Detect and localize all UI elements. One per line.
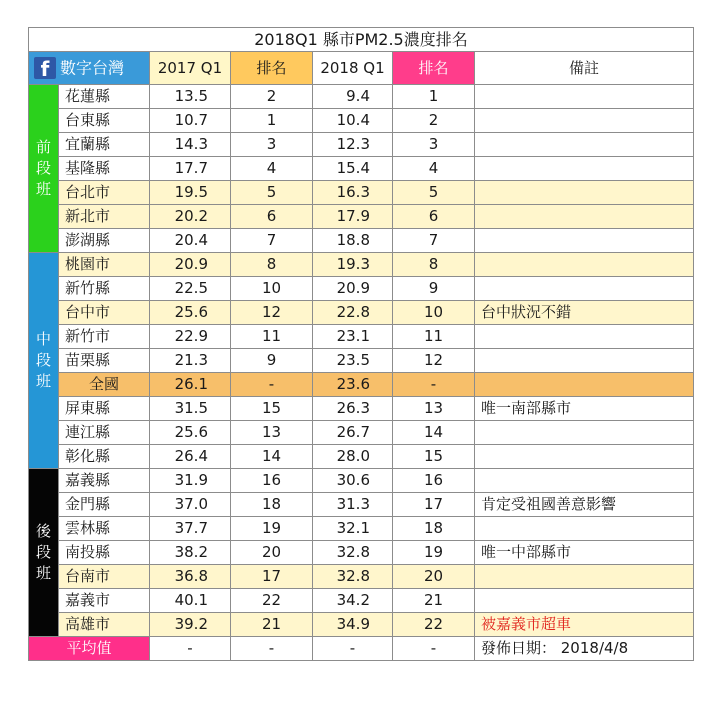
county-cell: 花蓮縣 [59,85,150,109]
table-row [29,349,694,373]
value-2017-cell: 37.0 [150,493,231,517]
facebook-icon: f [34,57,56,79]
pm25-ranking-table [28,27,694,661]
value-2017-cell: 17.7 [150,157,231,181]
group-label-middle [29,253,59,469]
rank-2017-cell: 19 [231,517,313,541]
rank-2018-cell: 12 [393,349,475,373]
table-row [29,493,694,517]
table-body [29,85,694,637]
county-cell: 彰化縣 [59,445,150,469]
publish-date: 發佈日期： 2018/4/8 [475,637,694,661]
note-cell: 唯一中部縣市 [475,541,694,565]
table-row [29,565,694,589]
table-row [29,229,694,253]
table-row [29,421,694,445]
group-char: 段 [35,351,51,369]
value-2018-cell: 17.9 [313,205,393,229]
note-cell [475,253,694,277]
group-char: 後 [35,522,51,540]
rank-2017-cell: 21 [231,613,313,637]
group-char: 段 [35,543,51,561]
value-2017-cell: 36.8 [150,565,231,589]
rank-2018-cell: 2 [393,109,475,133]
brand-name: 數字台灣 [60,58,125,78]
rank-2018-cell: 1 [393,85,475,109]
value-2018-cell: 32.8 [313,565,393,589]
group-char: 段 [35,159,51,177]
value-2017-cell: 20.4 [150,229,231,253]
rank-2017-cell: 4 [231,157,313,181]
rank-2018-cell: 19 [393,541,475,565]
table-row [29,301,694,325]
value-2018-cell: 26.7 [313,421,393,445]
rank-2018-cell: 22 [393,613,475,637]
table-row [29,445,694,469]
rank-2017-cell: 20 [231,541,313,565]
note-cell [475,205,694,229]
rank-2017-cell: 16 [231,469,313,493]
table-title: 2018Q1 縣市PM2.5濃度排名 [29,28,694,52]
rank-2017-cell: - [231,373,313,397]
note-cell [475,469,694,493]
note-cell [475,181,694,205]
county-cell: 高雄市 [59,613,150,637]
rank-2018-cell: 21 [393,589,475,613]
note-cell [475,157,694,181]
rank-2018-cell: 8 [393,253,475,277]
rank-2018-cell: 3 [393,133,475,157]
note-cell [475,349,694,373]
rank-2018-cell: 10 [393,301,475,325]
rank-2017-cell: 2 [231,85,313,109]
value-2017-cell: 26.4 [150,445,231,469]
table-row [29,253,694,277]
group-char: 班 [35,180,51,198]
rank-2018-cell: 7 [393,229,475,253]
note-cell: 肯定受祖國善意影響 [475,493,694,517]
county-cell: 連江縣 [59,421,150,445]
county-cell: 新竹市 [59,325,150,349]
value-2017-cell: 40.1 [150,589,231,613]
rank-2018-cell: 17 [393,493,475,517]
header-rank-2018: 排名 [393,52,475,85]
rank-2018-cell: - [393,373,475,397]
rank-2017-cell: 8 [231,253,313,277]
brand-cell [29,52,150,85]
value-2018-cell: 22.8 [313,301,393,325]
value-2018-cell: 32.8 [313,541,393,565]
table-row [29,85,694,109]
rank-2017-cell: 13 [231,421,313,445]
value-2017-cell: 22.5 [150,277,231,301]
note-cell [475,373,694,397]
note-cell [475,85,694,109]
rank-2018-cell: 18 [393,517,475,541]
value-2018-cell: 34.9 [313,613,393,637]
note-cell [475,325,694,349]
county-cell: 苗栗縣 [59,349,150,373]
footer-rank-2018: - [393,637,475,661]
value-2017-cell: 38.2 [150,541,231,565]
value-2018-cell: 23.1 [313,325,393,349]
note-cell [475,229,694,253]
value-2018-cell: 30.6 [313,469,393,493]
county-cell: 新北市 [59,205,150,229]
group-char: 中 [35,330,51,348]
table-row [29,157,694,181]
rank-2017-cell: 1 [231,109,313,133]
value-2018-cell: 19.3 [313,253,393,277]
rank-2017-cell: 14 [231,445,313,469]
rank-2018-cell: 5 [393,181,475,205]
group-label-back [29,469,59,637]
rank-2017-cell: 22 [231,589,313,613]
note-cell: 被嘉義市超車 [475,613,694,637]
value-2017-cell: 25.6 [150,301,231,325]
rank-2018-cell: 11 [393,325,475,349]
header-rank-2017: 排名 [231,52,313,85]
county-cell: 全國 [59,373,150,397]
table-row [29,109,694,133]
value-2017-cell: 20.9 [150,253,231,277]
value-2018-cell: 12.3 [313,133,393,157]
footer-rank-2017: - [231,637,313,661]
rank-2018-cell: 6 [393,205,475,229]
footer-2017: - [150,637,231,661]
footer-2018: - [313,637,393,661]
value-2017-cell: 37.7 [150,517,231,541]
value-2018-cell: 20.9 [313,277,393,301]
table-row [29,373,694,397]
header-2018: 2018 Q1 [313,52,393,85]
table-row [29,133,694,157]
rank-2018-cell: 9 [393,277,475,301]
rank-2018-cell: 16 [393,469,475,493]
value-2018-cell: 15.4 [313,157,393,181]
table-row [29,205,694,229]
note-cell [475,421,694,445]
group-label-front [29,85,59,253]
value-2017-cell: 26.1 [150,373,231,397]
county-cell: 新竹縣 [59,277,150,301]
value-2018-cell: 23.5 [313,349,393,373]
table-row [29,469,694,493]
note-cell [475,517,694,541]
average-label: 平均值 [29,637,150,661]
group-char: 班 [35,564,51,582]
value-2017-cell: 20.2 [150,205,231,229]
county-cell: 台南市 [59,565,150,589]
rank-2017-cell: 10 [231,277,313,301]
value-2018-cell: 9.4 [313,85,393,109]
value-2018-cell: 10.4 [313,109,393,133]
group-char: 前 [35,138,51,156]
table-row [29,397,694,421]
table-row [29,181,694,205]
county-cell: 屏東縣 [59,397,150,421]
rank-2017-cell: 15 [231,397,313,421]
county-cell: 台北市 [59,181,150,205]
county-cell: 基隆縣 [59,157,150,181]
county-cell: 金門縣 [59,493,150,517]
value-2018-cell: 32.1 [313,517,393,541]
rank-2017-cell: 17 [231,565,313,589]
header-2017: 2017 Q1 [150,52,231,85]
rank-2018-cell: 13 [393,397,475,421]
table-row [29,589,694,613]
rank-2018-cell: 14 [393,421,475,445]
value-2017-cell: 14.3 [150,133,231,157]
table-row [29,613,694,637]
value-2017-cell: 13.5 [150,85,231,109]
table-row [29,517,694,541]
value-2017-cell: 10.7 [150,109,231,133]
value-2017-cell: 21.3 [150,349,231,373]
rank-2017-cell: 7 [231,229,313,253]
county-cell: 嘉義市 [59,589,150,613]
note-cell [475,109,694,133]
table-row [29,277,694,301]
value-2018-cell: 31.3 [313,493,393,517]
county-cell: 宜蘭縣 [59,133,150,157]
value-2018-cell: 18.8 [313,229,393,253]
county-cell: 桃園市 [59,253,150,277]
rank-2017-cell: 5 [231,181,313,205]
rank-2018-cell: 15 [393,445,475,469]
county-cell: 南投縣 [59,541,150,565]
note-cell [475,589,694,613]
note-cell [475,133,694,157]
rank-2017-cell: 9 [231,349,313,373]
note-cell [475,565,694,589]
rank-2017-cell: 6 [231,205,313,229]
table-row [29,541,694,565]
rank-2017-cell: 12 [231,301,313,325]
footer-row [29,637,694,661]
value-2017-cell: 22.9 [150,325,231,349]
header-note: 備註 [475,52,694,85]
value-2017-cell: 39.2 [150,613,231,637]
note-cell [475,277,694,301]
value-2018-cell: 16.3 [313,181,393,205]
note-cell: 唯一南部縣市 [475,397,694,421]
county-cell: 台中市 [59,301,150,325]
value-2017-cell: 31.5 [150,397,231,421]
value-2018-cell: 23.6 [313,373,393,397]
table-row [29,325,694,349]
county-cell: 雲林縣 [59,517,150,541]
rank-2018-cell: 20 [393,565,475,589]
value-2017-cell: 31.9 [150,469,231,493]
county-cell: 台東縣 [59,109,150,133]
value-2018-cell: 28.0 [313,445,393,469]
rank-2017-cell: 3 [231,133,313,157]
value-2018-cell: 26.3 [313,397,393,421]
rank-2017-cell: 18 [231,493,313,517]
value-2017-cell: 25.6 [150,421,231,445]
rank-2017-cell: 11 [231,325,313,349]
note-cell: 台中狀況不錯 [475,301,694,325]
note-cell [475,445,694,469]
header-row [29,52,694,85]
title-row [29,28,694,52]
value-2018-cell: 34.2 [313,589,393,613]
county-cell: 澎湖縣 [59,229,150,253]
county-cell: 嘉義縣 [59,469,150,493]
group-char: 班 [35,372,51,390]
value-2017-cell: 19.5 [150,181,231,205]
rank-2018-cell: 4 [393,157,475,181]
